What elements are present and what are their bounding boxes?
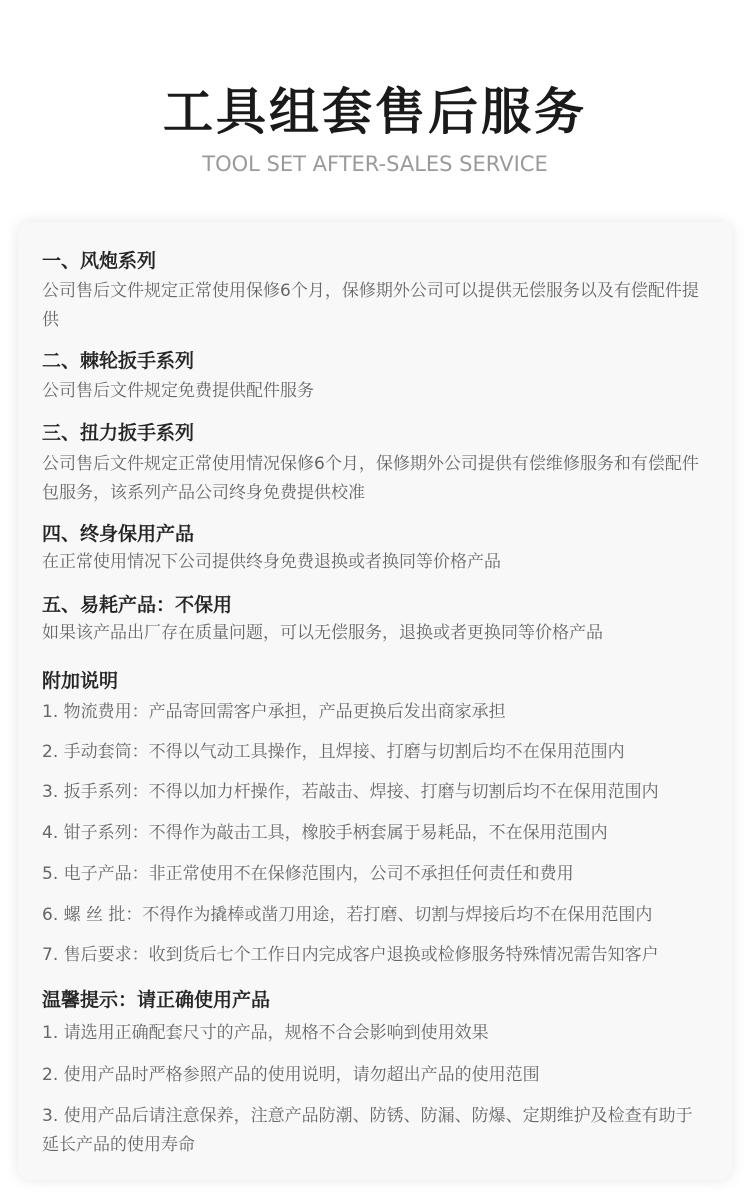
- section-text-torque-wrench: 公司售后文件规定正常使用情况保修6个月，保修期外公司提供有偿维修服务和有偿配件包服务，该系列产品公司终身免费提供校准: [42, 454, 699, 503]
- section-title-air-wrench: 一、风炮系列: [42, 250, 157, 272]
- additional-note-item: 4. 钳子系列：不得作为敲击工具，橡胶手柄套属于易耗品，不在保用范围内: [42, 823, 608, 843]
- additional-note-item: 3. 扳手系列：不得以加力杆操作，若敲击、焊接、打磨与切割后均不在保用范围内: [42, 782, 659, 802]
- section-text-consumables: 如果该产品出厂存在质量问题，可以无偿服务，退换或者更换同等价格产品: [42, 623, 603, 643]
- additional-note-item: 2. 手动套筒：不得以气动工具操作，且焊接、打磨与切割后均不在保用范围内: [42, 742, 625, 762]
- page-subtitle: TOOL SET AFTER-SALES SERVICE: [202, 152, 548, 176]
- additional-note-item: 7. 售后要求：收到货后七个工作日内完成客户退换或检修服务特殊情况需告知客户: [42, 945, 659, 965]
- section-text-lifetime-warranty: 在正常使用情况下公司提供终身免费退换或者换同等价格产品: [42, 552, 501, 572]
- additional-note-item: 6. 螺 丝 批：不得作为撬棒或凿刀用途，若打磨、切割与焊接后均不在保用范围内: [42, 905, 653, 925]
- section-title-ratchet-wrench: 二、棘轮扳手系列: [42, 350, 195, 372]
- tip-item: 2. 使用产品时严格参照产品的使用说明，请勿超出产品的使用范围: [42, 1065, 540, 1085]
- section-title-torque-wrench: 三、扭力扳手系列: [42, 422, 195, 444]
- section-title-consumables: 五、易耗产品：不保用: [42, 594, 233, 616]
- additional-notes-title: 附加说明: [42, 670, 119, 692]
- page-header: [0, 0, 750, 220]
- section-text-air-wrench: 公司售后文件规定正常使用保修6个月，保修期外公司可以提供无偿服务以及有偿配件提供: [42, 281, 699, 330]
- tip-item: 1. 请选用正确配套尺寸的产品，规格不合会影响到使用效果: [42, 1023, 489, 1043]
- section-text-ratchet-wrench: 公司售后文件规定免费提供配件服务: [42, 381, 314, 401]
- page-title: 工具组套售后服务: [163, 83, 587, 141]
- additional-note-item: 1. 物流费用：产品寄回需客户承担，产品更换后发出商家承担: [42, 702, 506, 722]
- section-title-lifetime-warranty: 四、终身保用产品: [42, 523, 195, 545]
- tips-title: 温馨提示：请正确使用产品: [42, 989, 271, 1011]
- tip-item: 3. 使用产品后请注意保养，注意产品防潮、防锈、防漏、防爆、定期维护及检查有助于延长产品的使用寿命: [42, 1106, 693, 1155]
- additional-note-item: 5. 电子产品：非正常使用不在保修范围内，公司不承担任何责任和费用: [42, 864, 574, 884]
- service-info-card: [18, 222, 732, 1180]
